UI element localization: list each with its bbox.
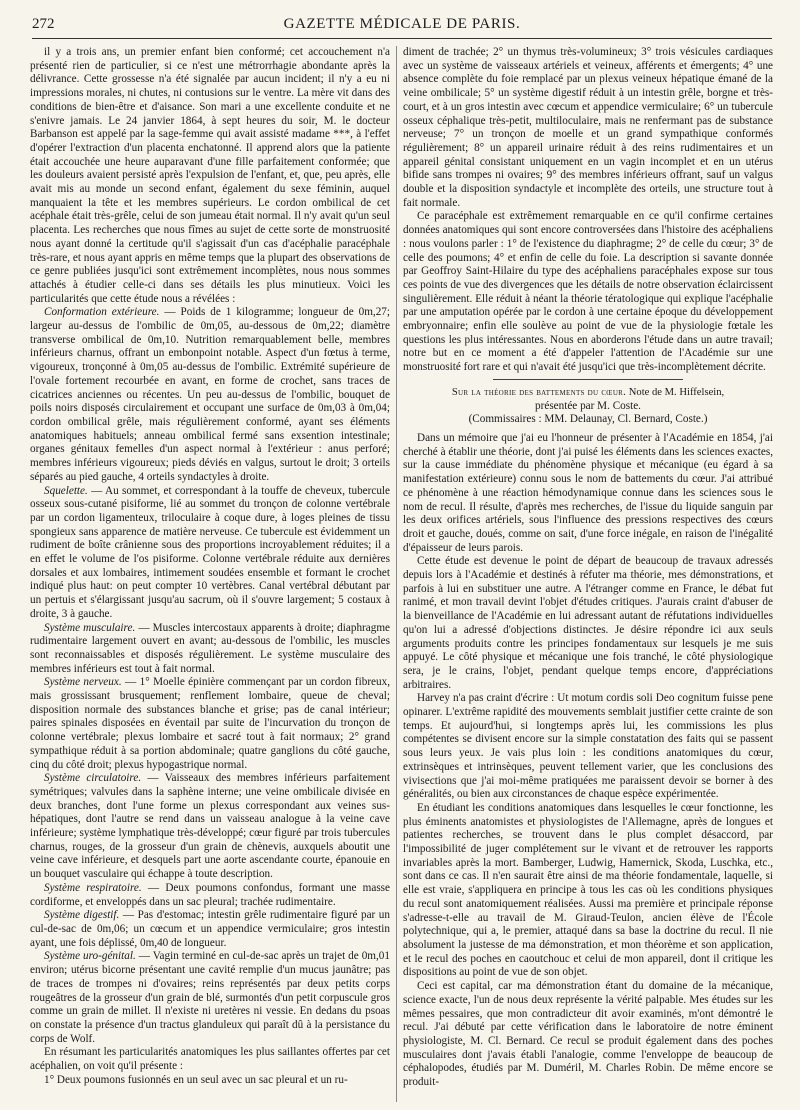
section-paragraph [30,950,390,1046]
section-text: — Pas d'estomac; intestin grêle rudimentaire figuré par un cul-de-sac de 0m,06; un cœcum et un appendice vermiculaire; gros intestin ayant, une fois déplissé, 0m,40 de longueur. [30,909,390,949]
journal-title: GAZETTE MÉDICALE DE PARIS. [283,16,521,32]
section-text: — Deux poumons confondus, formant une masse cordiforme, et enveloppés dans un sac pleural; trachée rudimentaire. [30,881,390,908]
section-paragraph [30,909,390,950]
section-paragraph [30,772,390,882]
section-text: — Vaisseaux des membres inférieurs parfaitement symétriques; valvules dans la saphène interne; une veine ombilicale divisée en deux branches, dont l'une forme un plexus correspondant aux veines sus-hépatiques, dont l'autre se rend dans un vaisseau analogue à la veine cave inférieure; système lymphatique très-développé; cœur figuré par trois tubercules charnus, rouges, de la grosseur d'un grain de chènevis, auxquels aboutit une veine cave inférieure, et desquels part une aorte ascendante courte, épanouie en un bouquet vasculaire qui échappe à toute description. [30,772,390,881]
section-text: — Au sommet, et correspondant à la touffe de cheveux, tubercule osseux sous-cutané pisiforme, lié au sommet du tronçon de colonne vertébrale par un cordon ligamenteux, triloculaire à coque dure, à loges pleines de tissu spongieux sans apparence de matière nerveuse. Ce tubercule est évidemment un rudiment de boîte crânienne sous des proportions incroyablement réduites; il a en effet le volume de l'os pisiforme. Colonne vertébrale réduite aux dernières dorsales et aux lombaires, intimement soudées ensemble et formant le crochet indiqué plus haut: on peut compter 10 vertèbres. Canal vertébral débutant par un pertuis et s'élargissant jusqu'au sacrum, où il s'ouvre largement; 5 costaux à droite, 3 à gauche. [30,484,390,620]
note-presented-by: présentée par M. Coste. [535,399,641,412]
paragraph: Harvey n'a pas craint d'écrire : Ut motum cordis soli Deo cognitum fuisse pene opinarer. L'extrême rapidité des mouvements semblait justifier cette crainte de son temps. Et aujourd'hui, si longtemps après lui, les commissions les plus compétentes se divisent encore sur la simple constatation des faits qui se passent sous leurs yeux. Je vais plus loin : les conditions anatomiques du cœur, extrinsèques et intrinsèques, peuvent tellement varier, que les conclusions des vivisections que j'ai moi-même pratiquées me paraissent devoir se borner à des généralités, ou bien aux circonstances de chaque espèce expérimentée. [403,692,773,801]
section-text: — Poids de 1 kilogramme; longueur de 0m,27; largeur au-dessus de l'ombilic de 0m,05, au-dessous de 0m,22; diamètre transverse ombilical de 0m,10. Nutrition remarquablement belle, membres inférieurs charnus, offrant un embonpoint notable. Aspect d'un fœtus à terme, vigoureux, tronçonné à 0m,05 au-dessus de l'ombilic. Extrémité supérieure de l'ovale fortement recourbée en avant, en forme de crochet, sans traces de cicatrices anciennes ou récentes. Un peu au-dessus de l'ombilic, bouquet de poils noirs disposés circulairement et occupant une surface de 0m,03 à 0m,04; cordon ombilical grêle, mais régulièrement conformé, ayant ses éléments anatomiques habituels; anneau ombilical fermé sans exsention intestinale; organes génitaux femelles d'un aspect normal à l'extérieur : anus perforé; membres inférieurs vigoureux; pieds déviés en valgus, surtout le droit; 3 orteils séparés au pied gauche, 4 orteils syndactyles à droite. [30,306,390,483]
paragraph: Ce paracéphale est extrêmement remarquable en ce qu'il confirme certaines données anatomiques qui sont encore controversées dans l'histoire des acéphaliens : nous voulons parler : 1° de l'existence du diaphragme; 2° de celle du cœur; 3° de celle des poumons; 4° et enfin de celle du foie. La description si savante donnée par Geoffroy Saint-Hilaire du type des acéphaliens paracéphales expose sur tous ces points de vue des divergences que les détails de notre observation éclaircissent singulièrement. Elle réduit à néant la théorie tératologique qui explique l'acéphalie par une amputation opérée par le cordon à une certaine époque du développement embryonnaire; enfin elle soulève au point de vue de la physiologie fœtale les questions les plus intéressantes. Nous en aborderons l'étude dans un autre travail; notre but en ce moment a été d'appeler l'attention de l'Académie sur une monstruosité fort rare et qui n'avait été jusqu'ici que très-incomplètement décrite. [403,210,773,374]
page-number: 272 [32,16,55,32]
left-column [30,46,390,1102]
section-paragraph [30,485,390,622]
paragraph: 1° Deux poumons fusionnés en un seul avec un sac pleural et un ru- [44,1073,348,1086]
column-divider [396,46,397,1102]
section-title: Système circulatoire. [44,772,142,785]
section-title: Système respiratoire. [44,881,142,894]
section-text: — 1° Moelle épinière commençant par un cordon fibreux, mais grossissant brusquement; renflement lombaire, queue de cheval; disposition normale des substances blanche et grise; pas de canal intérieur; paires spinales disposées en éventail par suite de l'incurvation du tronçon de colonne vertébrale; plexus lombaire et sacré tout à fait normaux; 2° grand sympathique réduit à sa portion abdominale; quatre ganglions du côté gauche, cinq du côté droit; plexus hypogastrique normal. [30,676,390,771]
paragraph: En étudiant les conditions anatomiques dans lesquelles le cœur fonctionne, les plus éminents anatomistes et physiologistes de l'Allemagne, après de longues et patientes recherches, se trouvent dans le plus complet désaccord, par l'impossibilité de juger complétement sur le vivant et de retrouver les rapports invariables après la mort. Bamberger, Ludwig, Hamernick, Skoda, Luschka, etc., sont dans ce cas. Il n'en saurait être ainsi de ma théorie fondamentale, laquelle, si elle est vraie, s'appliquera en principe à tous les cas où les conditions physiques du recul sont anatomiquement réalisées. Aussi ma première et principale réponse s'adresse-t-elle au travail de M. Giraud-Teulon, ancien élève de l'École polytechnique, qui a, le premier, attaqué dans sa base la doctrine du recul. Il nie absolument la justesse de ma démonstration, et mon théorème et son application, et le recul des poches en caoutchouc et celui de mon appareil, dont il critique les dispositions au point de vue de son objet. [403,801,773,979]
right-column-body [403,432,773,1090]
paragraph: Dans un mémoire que j'ai eu l'honneur de présenter à l'Académie en 1854, j'ai cherché à établir une théorie, dont j'ai puisé les éléments dans les sciences exactes, sur la cause immédiate du phénomène physique et mécanique (eu égard à sa manifestation extérieure) connu sous le nom de battements du cœur. J'ai attribué ce phénomène à une réaction hémodynamique connue dans les sciences sous le nom de recul. Il résulte, d'après mes recherches, de l'issue du liquide sanguin par les deux orifices artériels, sous l'influence des pressions respectives des cœurs droit et gauche, doués, comme on sait, d'une force inégale, en raison de l'inégalité d'épaisseur de leurs parois. [403,431,773,554]
section-paragraph [30,676,390,772]
right-column [403,46,773,1102]
section-title: Squelette. [44,484,88,497]
section-paragraph [30,622,390,677]
note-commissioners: (Commissaires : MM. Delaunay, Cl. Bernard, Coste.) [468,413,708,426]
section-rule [493,379,683,380]
right-column-top [403,46,773,375]
page-header [32,14,772,39]
paragraph: il y a trois ans, un premier enfant bien conformé; cet accouchement n'a présenté rien de particulier, si ce n'est une métrorrhagie abondante après la délivrance. Cette grossesse n'a été signalée par aucun incident; il n'y a eu ni impressions morales, ni chutes, ni contusions sur le ventre. La mère vit dans des conditions de bien-être et d'aisance. Son mari a une excellente conduite et ne s'enivre jamais. Le 24 janvier 1864, à sept heures du soir, M. le docteur Barbanson est appelé par la sage-femme qui avait assisté madame ***, à l'effet d'opérer l'extraction d'un placenta enchatonné. Il apprend alors que la patiente était accouchée une heure auparavant d'une fille parfaitement conformée; que les douleurs avaient persisté après l'expulsion de l'enfant, et, que, peu après, elle avait mis au monde un second enfant, également du sexe féminin, auquel manquaient la tête et les membres supérieurs. Le cordon ombilical de cet acéphale était très-grêle, celui de son jumeau était normal. Il n'y avait qu'un seul placenta. Les recherches que nous fîmes au sujet de cette sorte de monstruosité nous ayant donné la certitude qu'il s'agissait d'un cas d'acéphalie paracéphale très-rare, et nous ayant appris en même temps que la plupart des observations de ce genre publiées jusqu'ici sont extrêmement incomplètes, nous nous sommes attachés à étudier celle-ci dans ses détails les plus minutieux. Voici les particularités que cette étude nous a révélées : [30,46,390,305]
paragraph: En résumant les particularités anatomiques les plus saillantes offertes par cet acéphalien, on voit qu'il présente : [30,1046,390,1073]
section-text: — Vagin terminé en cul-de-sac après un trajet de 0m,01 environ; utérus bicorne présentant une cavité remplie d'un mucus jaunâtre; pas de traces de trompes ni d'ovaires; reins représentés par deux petits corps rougeâtres de la grosseur d'un grain de blé, surmontés d'un petit corpuscule gros comme un grain de millet. Il n'existe ni uretères ni vessie. En dedans du psoas on constate la présence d'un tractus glanduleux qui paraît dû à la persistance du corps de Wolf. [30,950,390,1045]
section-title: Système musculaire. [44,621,136,634]
section-paragraph [30,882,390,909]
paragraph: Ceci est capital, car ma démonstration étant du domaine de la mécanique, science exacte, l'un de nous deux représente la vérité palpable. Mes études sur les mêmes pessaires, que mon contradicteur dit avoir examinés, m'ont démontré le recul. J'ai débuté par cette vérification dans le laboratoire de notre éminent physiologiste, M. Cl. Bernard. Ce recul se produit également dans des poches musculaires dont j'avais établi l'analogie, comme l'enveloppe de beaucoup de céphalopodes, étudiés par M. Duméril, M. Charles Robin. De même encore se produit- [403,980,773,1089]
note-heading-author: Note de M. Hiffelsein, [626,386,725,398]
note-heading [403,386,773,400]
section-title: Système nerveux. [44,676,122,689]
note-heading-title: Sur la théorie des battements du cœur. [451,386,627,398]
paragraph: Cette étude est devenue le point de départ de beaucoup de travaux adressés depuis lors à l'Académie et destinés à réfuter ma théorie, mes démonstrations, et parfois à lui en substituer une autre. A l'étranger comme en France, le débat fut ranimé, et mon travail devint l'objet d'études critiques. J'aurais craint d'abuser de la bienveillance de l'Académie en lui adressant autant de réfutations individuelles qu'on lui a adressé d'objections distinctes. Je désire répondre ici aux seuls arguments produits contre les principes fondamentaux sur lesquels je me suis appuyé. Le côté physique et mécanique une fois tranché, le côté physiologique sera, je le crains, l'objet, pendant quelque temps encore, d'appréciations arbitraires. [403,555,773,691]
section-title: Conformation extérieure. [44,306,160,319]
section-paragraph [30,306,390,484]
section-title: Système uro-génital. [44,950,136,963]
section-title: Système digestif. [44,909,120,922]
section-text: — Muscles intercostaux apparents à droite; diaphragme rudimentaire largement ouvert en avant; au-dessous de l'ombilic, les muscles sont reconnaissables et disposés régulièrement. Le système musculaire des membres inférieurs est tout à fait normal. [30,621,390,675]
paragraph: diment de trachée; 2° un thymus très-volumineux; 3° trois vésicules cardiaques avec un système de vaisseaux artériels et veineux, afférents et émergents; 4° une absence complète du foie remplacé par un plexus veineux hépatique émané de la veine ombilicale; 5° un système digestif réduit à un intestin grêle, borgne et très-court, et à un gros intestin avec cœcum et appendice vermiculaire; 6° un tubercule osseux céphalique très-petit, multiloculaire, mais ne renfermant pas de substance nerveuse; 7° un tronçon de moelle et un grand sympathique conformés régulièrement; 8° un appareil urinaire réduit à des reins rudimentaires et un appareil génital consistant uniquement en un vagin incomplet et en un utérus bifide sans trompes ni ovaires; 9° des membres inférieurs offrant, sauf un valgus double et la disposition syndactyle et incomplète des orteils, une structure tout à fait normale. [403,46,773,209]
